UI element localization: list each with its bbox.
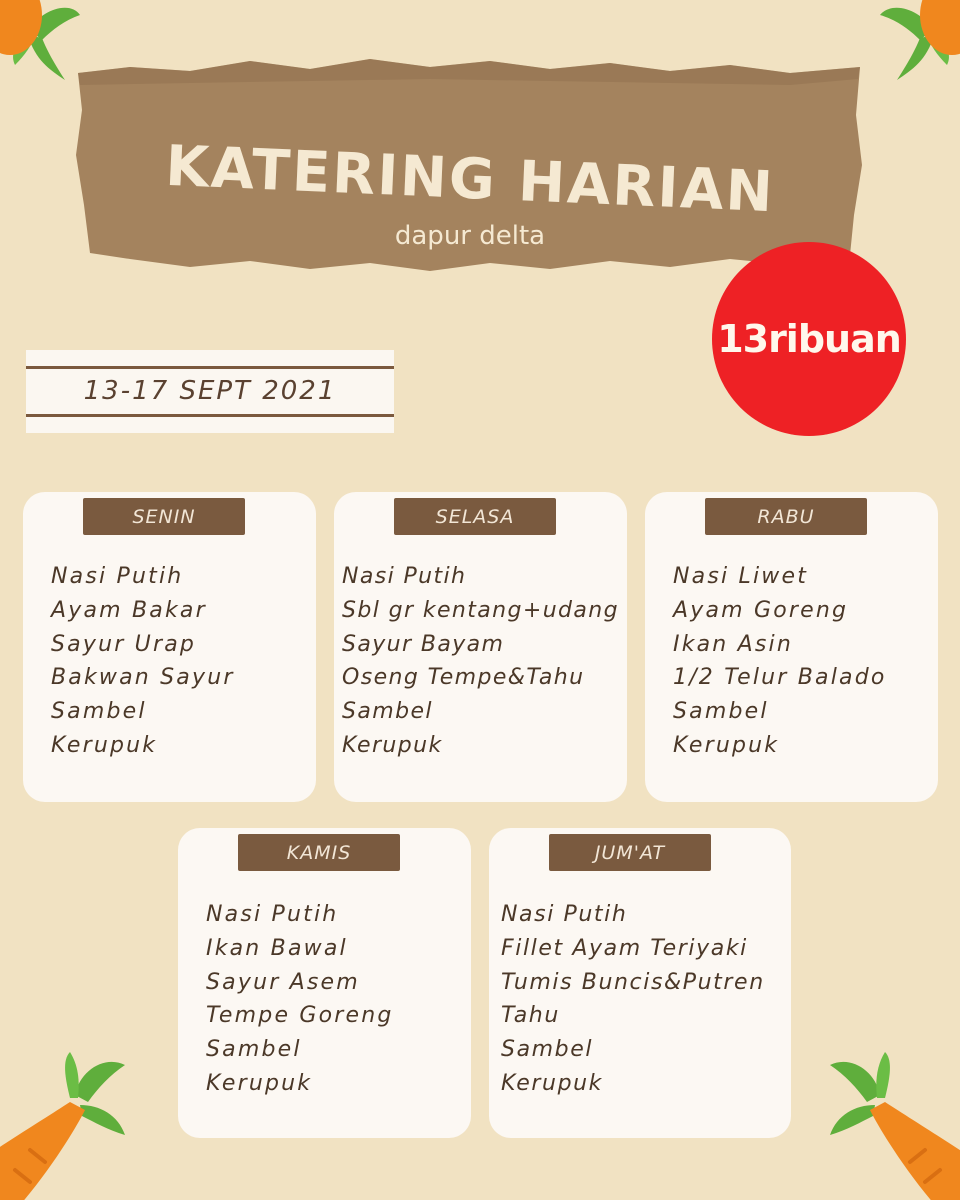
divider-line bbox=[26, 366, 394, 369]
menu-item: Sbl gr kentang+udang bbox=[342, 597, 620, 623]
menu-item: Nasi Putih bbox=[501, 902, 628, 927]
day-card-selasa bbox=[334, 492, 627, 802]
day-card-kamis bbox=[178, 828, 471, 1138]
menu-item: Ayam Goreng bbox=[673, 597, 849, 623]
menu-item: Kerupuk bbox=[206, 1070, 313, 1096]
day-label: RABU bbox=[705, 498, 867, 535]
carrot-icon bbox=[815, 1050, 960, 1200]
menu-item: Sambel bbox=[51, 699, 147, 725]
date-range-box bbox=[26, 350, 394, 433]
menu-item: Tumis Buncis&Putren bbox=[501, 969, 765, 995]
menu-list bbox=[342, 560, 619, 763]
menu-item: Kerupuk bbox=[342, 732, 443, 758]
menu-item: 1/2 Telur Balado bbox=[673, 665, 887, 691]
menu-item: Sayur Bayam bbox=[342, 631, 505, 657]
menu-item: Ikan Bawal bbox=[206, 935, 348, 961]
menu-item: Sayur Urap bbox=[51, 631, 197, 657]
menu-item: Nasi Liwet bbox=[673, 564, 809, 589]
menu-item: Oseng Tempe&Tahu bbox=[342, 665, 585, 691]
menu-item: Nasi Putih bbox=[206, 902, 339, 927]
menu-item: Tahu bbox=[501, 1003, 560, 1029]
carrot-icon bbox=[0, 1050, 140, 1200]
menu-list bbox=[206, 898, 394, 1101]
menu-item: Bakwan Sayur bbox=[51, 665, 235, 691]
menu-list bbox=[501, 898, 765, 1101]
menu-item: Sayur Asem bbox=[206, 969, 360, 995]
menu-item: Kerupuk bbox=[501, 1070, 604, 1096]
menu-item: Sambel bbox=[206, 1037, 302, 1063]
day-label: SENIN bbox=[83, 498, 245, 535]
menu-list bbox=[51, 560, 235, 763]
day-label: JUM'AT bbox=[549, 834, 711, 871]
header-banner bbox=[70, 55, 870, 285]
day-label: SELASA bbox=[394, 498, 556, 535]
menu-item: Ikan Asin bbox=[673, 631, 794, 657]
day-label: KAMIS bbox=[238, 834, 400, 871]
day-card-senin bbox=[23, 492, 316, 802]
menu-item: Fillet Ayam Teriyaki bbox=[501, 935, 748, 961]
day-card-rabu bbox=[645, 492, 938, 802]
price-badge-text: 13ribuan bbox=[717, 317, 901, 361]
page-subtitle: dapur delta bbox=[394, 221, 546, 251]
menu-item: Kerupuk bbox=[673, 732, 780, 758]
carrot-icon bbox=[872, 0, 960, 90]
menu-item: Sambel bbox=[342, 699, 433, 725]
menu-item: Ayam Bakar bbox=[51, 597, 207, 623]
page-title: KATERING HARIAN bbox=[164, 133, 776, 226]
date-range: 13-17 SEPT 2021 bbox=[83, 376, 337, 406]
menu-item: Nasi Putih bbox=[342, 564, 467, 589]
price-badge bbox=[712, 242, 906, 436]
menu-list bbox=[673, 560, 887, 763]
menu-item: Kerupuk bbox=[51, 732, 158, 758]
divider-line bbox=[26, 414, 394, 417]
day-card-jumat bbox=[489, 828, 791, 1138]
menu-item: Sambel bbox=[673, 699, 769, 725]
menu-item: Sambel bbox=[501, 1037, 594, 1063]
menu-item: Nasi Putih bbox=[51, 564, 184, 589]
menu-item: Tempe Goreng bbox=[206, 1003, 394, 1029]
